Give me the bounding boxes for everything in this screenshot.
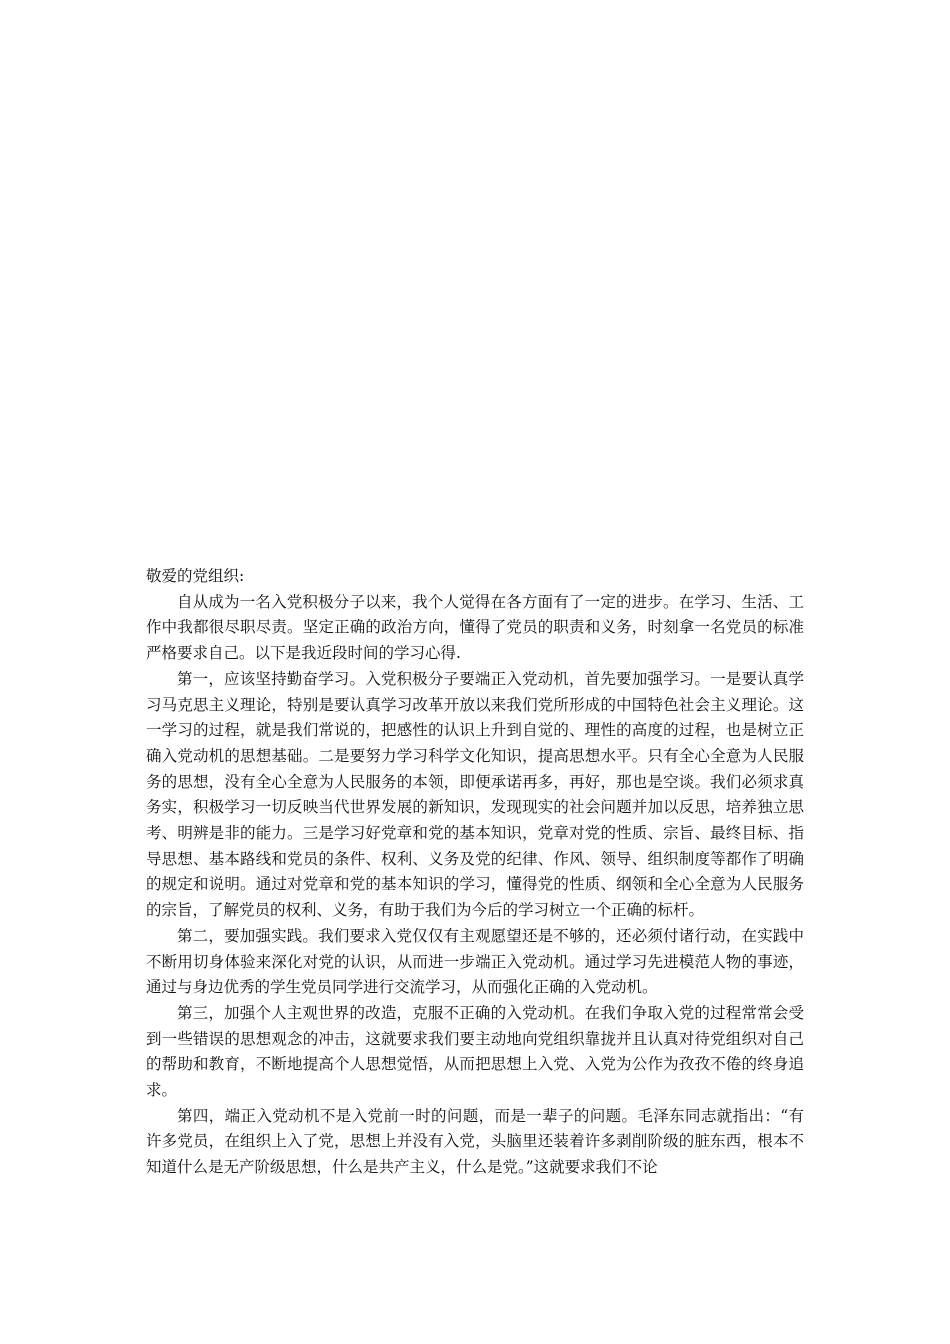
paragraph-third-point: 第三，加强个人主观世界的改造，克服不正确的入党动机。在我们争取入党的过程常常会受到一些错误的思想观念的冲击，这就要求我们要主动地向党组织靠拢并且认真对待党组织对自己的帮助和教育，不断地提高个人思想觉悟，从而把思想上入党、入党为公作为孜孜不倦的终身追求。 (146, 1003, 804, 1100)
paragraph-intro: 自从成为一名入党积极分子以来，我个人觉得在各方面有了一定的进步。在学习、生活、工作中我都很尽职尽责。坚定正确的政治方向，懂得了党员的职责和义务，时刻拿一名党员的标准严格要求自己。以下是我近段时间的学习心得. (146, 592, 804, 663)
paragraph-second-point: 第二，要加强实践。我们要求入党仅仅有主观愿望还是不够的，还必须付诸行动，在实践中不断用切身体验来深化对党的认识，从而进一步端正入党动机。通过学习先进模范人物的事迹，通过与身边优秀的学生党员同学进行交流学习，从而强化正确的入党动机。 (146, 926, 804, 997)
paragraph-fourth-point: 第四，端正入党动机不是入党前一时的问题，而是一辈子的问题。毛泽东同志就指出：“有许多党员，在组织上入了党，思想上并没有入党，头脑里还装着许多剥削阶级的脏东西，根本不知道什么是无产阶级思想，什么是共产主义，什么是党。”这就要求我们不论 (146, 1106, 804, 1177)
letter-body (146, 564, 804, 1181)
salutation: 敬爱的党组织: (146, 567, 245, 585)
paragraph-first-point: 第一，应该坚持勤奋学习。入党积极分子要端正入党动机，首先要加强学习。一是要认真学习马克思主义理论，特别是要认真学习改革开放以来我们党所形成的中国特色社会主义理论。这一学习的过程，就是我们常说的，把感性的认识上升到自觉的、理性的高度的过程，也是树立正确入党动机的思想基础。二是要努力学习科学文化知识，提高思想水平。只有全心全意为人民服务的思想，没有全心全意为人民服务的本领，即便承诺再多，再好，那也是空谈。我们必须求真务实，积极学习一切反映当代世界发展的新知识，发现现实的社会问题并加以反思，培养独立思考、明辨是非的能力。三是学习好党章和党的基本知识，党章对党的性质、宗旨、最终目标、指导思想、基本路线和党员的条件、权利、义务及党的纪律、作风、领导、组织制度等都作了明确的规定和说明。通过对党章和党的基本知识的学习，懂得党的性质、纲领和全心全意为人民服务的宗旨，了解党员的权利、义务，有助于我们为今后的学习树立一个正确的标杆。 (146, 669, 804, 920)
